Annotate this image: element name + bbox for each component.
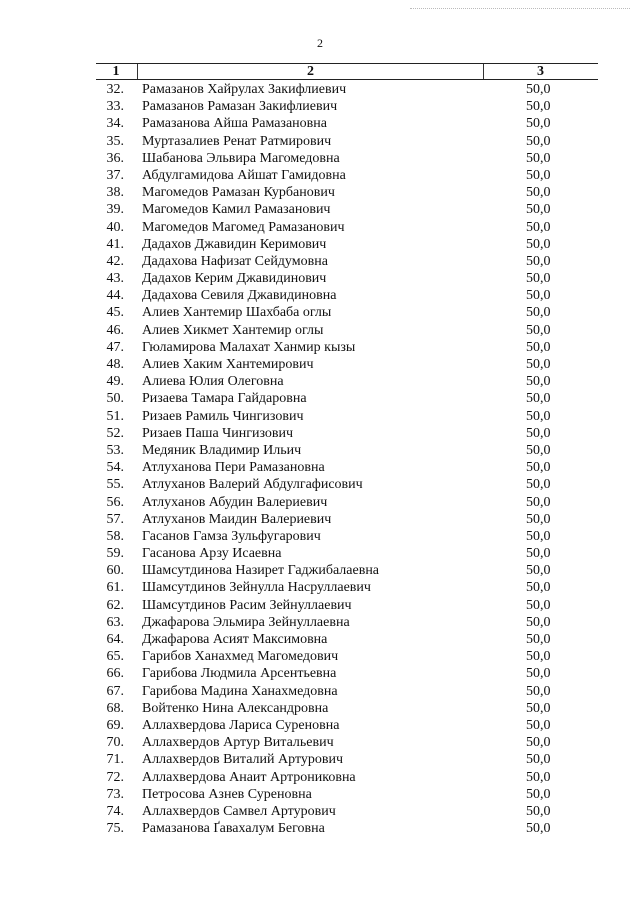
- row-value: 50,0: [526, 322, 551, 338]
- row-name: Ризаева Тамара Гайдаровна: [142, 391, 307, 407]
- table-row: [0, 665, 640, 682]
- table-row: [0, 201, 640, 218]
- row-value: 50,0: [526, 357, 551, 372]
- row-name: Атлуханов Абудин Валериевич: [142, 494, 328, 510]
- row-number: 46.: [106, 322, 124, 338]
- row-value: 50,0: [526, 614, 551, 630]
- row-number: 71.: [106, 752, 124, 768]
- row-value: 50,0: [526, 649, 551, 665]
- row-value: 50,0: [526, 528, 551, 544]
- table-row: [0, 270, 640, 287]
- table-row: [0, 786, 640, 803]
- row-name: Джафарова Эльмира Зейнуллаевна: [142, 614, 350, 630]
- row-number: 65.: [106, 649, 124, 665]
- table-row: [0, 459, 640, 476]
- row-value: 50,0: [526, 546, 551, 562]
- table-row: [0, 494, 640, 511]
- row-name: Шабанова Эльвира Магомедовна: [142, 150, 340, 166]
- table-row: [0, 476, 640, 493]
- row-value: 50,0: [526, 666, 551, 682]
- row-value: 50,0: [526, 82, 551, 97]
- row-number: 63.: [106, 614, 124, 630]
- table-row: [0, 81, 640, 98]
- table-row: [0, 390, 640, 407]
- table-row: [0, 287, 640, 304]
- row-name: Дадахов Джавидин Керимович: [142, 236, 327, 252]
- table-row: [0, 769, 640, 786]
- row-number: 52.: [106, 425, 124, 441]
- table-row: [0, 167, 640, 184]
- table-row: [0, 98, 640, 115]
- table-row: [0, 425, 640, 442]
- row-name: Алиев Хаким Хантемирович: [142, 357, 314, 372]
- table-row: [0, 734, 640, 751]
- row-value: 50,0: [526, 803, 551, 819]
- row-number: 59.: [106, 546, 124, 562]
- row-value: 50,0: [526, 683, 551, 699]
- table-row: [0, 236, 640, 253]
- row-name: Петросова Азнев Суреновна: [142, 786, 312, 802]
- row-name: Алиев Хикмет Хантемир оглы: [142, 322, 324, 338]
- row-value: 50,0: [526, 133, 551, 149]
- row-name: Ризаев Рамиль Чингизович: [142, 408, 304, 424]
- row-number: 75.: [106, 821, 124, 837]
- row-number: 42.: [106, 253, 124, 269]
- row-value: 50,0: [526, 167, 551, 183]
- row-value: 50,0: [526, 460, 551, 476]
- row-number: 45.: [106, 305, 124, 321]
- row-value: 50,0: [526, 99, 551, 115]
- row-value: 50,0: [526, 202, 551, 218]
- row-value: 50,0: [526, 700, 551, 716]
- table-row: [0, 304, 640, 321]
- row-name: Джафарова Асият Максимовна: [142, 632, 328, 647]
- row-value: 50,0: [526, 408, 551, 424]
- row-name: Гасанова Арзу Исаевна: [142, 546, 282, 562]
- row-name: Гарибов Ханахмед Магомедович: [142, 649, 339, 665]
- row-name: Магомедов Камил Рамазанович: [142, 202, 331, 218]
- row-number: 43.: [106, 271, 124, 287]
- row-name: Дадахова Севиля Джавидиновна: [142, 288, 337, 304]
- row-value: 50,0: [526, 425, 551, 441]
- header-col-2: 2: [137, 64, 484, 79]
- row-name: Атлуханов Валерий Абдулгафисович: [142, 477, 363, 493]
- row-value: 50,0: [526, 769, 551, 785]
- row-name: Медяник Владимир Ильич: [142, 442, 302, 458]
- row-name: Аллахвердов Виталий Артурович: [142, 752, 344, 768]
- row-number: 49.: [106, 374, 124, 390]
- row-value: 50,0: [526, 150, 551, 166]
- row-number: 40.: [106, 219, 124, 235]
- row-name: Рамазанова Айша Рамазановна: [142, 116, 327, 132]
- row-name: Рамазанов Хайрулах Закифлиевич: [142, 82, 347, 97]
- row-number: 69.: [106, 717, 124, 733]
- row-number: 33.: [106, 99, 124, 115]
- row-number: 39.: [106, 202, 124, 218]
- row-number: 68.: [106, 700, 124, 716]
- table-row: [0, 820, 640, 837]
- table-row: [0, 373, 640, 390]
- row-number: 48.: [106, 357, 124, 372]
- row-number: 51.: [106, 408, 124, 424]
- table-body: [0, 81, 640, 837]
- row-name: Алиева Юлия Олеговна: [142, 374, 284, 390]
- table-row: [0, 597, 640, 614]
- row-number: 57.: [106, 511, 124, 527]
- row-name: Атлуханова Пери Рамазановна: [142, 460, 325, 476]
- row-name: Аллахвердова Анаит Артрониковна: [142, 769, 356, 785]
- row-name: Дадахов Керим Джавидинович: [142, 271, 327, 287]
- row-value: 50,0: [526, 219, 551, 235]
- row-number: 35.: [106, 133, 124, 149]
- row-name: Гасанов Гамза Зульфугарович: [142, 528, 321, 544]
- row-name: Гарибова Мадина Ханахмедовна: [142, 683, 338, 699]
- row-value: 50,0: [526, 288, 551, 304]
- row-number: 44.: [106, 288, 124, 304]
- row-name: Муртазалиев Ренат Ратмирович: [142, 133, 332, 149]
- row-number: 36.: [106, 150, 124, 166]
- row-number: 38.: [106, 185, 124, 201]
- row-number: 73.: [106, 786, 124, 802]
- table-row: [0, 528, 640, 545]
- row-name: Рамазанов Рамазан Закифлиевич: [142, 99, 338, 115]
- table-row: [0, 700, 640, 717]
- row-number: 41.: [106, 236, 124, 252]
- row-name: Аллахвердова Лариса Суреновна: [142, 717, 340, 733]
- header-col-3: 3: [537, 64, 544, 79]
- row-name: Шамсутдинов Зейнулла Насруллаевич: [142, 580, 371, 596]
- row-value: 50,0: [526, 253, 551, 269]
- table-row: [0, 511, 640, 528]
- row-number: 34.: [106, 116, 124, 132]
- row-name: Гарибова Людмила Арсентьевна: [142, 666, 337, 682]
- row-value: 50,0: [526, 374, 551, 390]
- table-row: [0, 545, 640, 562]
- row-value: 50,0: [526, 752, 551, 768]
- row-value: 50,0: [526, 236, 551, 252]
- row-value: 50,0: [526, 821, 551, 837]
- table-row: [0, 408, 640, 425]
- table-row: [0, 219, 640, 236]
- row-value: 50,0: [526, 563, 551, 579]
- table-row: [0, 579, 640, 596]
- row-number: 64.: [106, 632, 124, 647]
- row-name: Дадахова Нафизат Сейдумовна: [142, 253, 328, 269]
- row-number: 74.: [106, 803, 124, 819]
- row-name: Рамазанова Ґавахалум Беговна: [142, 821, 325, 837]
- row-value: 50,0: [526, 271, 551, 287]
- table-row: [0, 133, 640, 150]
- table-header: [96, 63, 598, 80]
- row-number: 55.: [106, 477, 124, 493]
- row-number: 66.: [106, 666, 124, 682]
- row-number: 70.: [106, 735, 124, 751]
- row-number: 67.: [106, 683, 124, 699]
- row-name: Войтенко Нина Александровна: [142, 700, 329, 716]
- row-value: 50,0: [526, 597, 551, 613]
- row-name: Магомедов Магомед Рамазанович: [142, 219, 345, 235]
- table-row: [0, 562, 640, 579]
- row-number: 61.: [106, 580, 124, 596]
- table-row: [0, 184, 640, 201]
- table-row: [0, 631, 640, 648]
- table-row: [0, 150, 640, 167]
- row-number: 56.: [106, 494, 124, 510]
- row-value: 50,0: [526, 391, 551, 407]
- row-value: 50,0: [526, 477, 551, 493]
- row-name: Гюламирова Малахат Ханмир кызы: [142, 339, 356, 355]
- row-number: 32.: [106, 82, 124, 97]
- table-row: [0, 803, 640, 820]
- row-value: 50,0: [526, 339, 551, 355]
- row-name: Шамсутдинова Назирет Гаджибалаевна: [142, 563, 380, 579]
- table-row: [0, 717, 640, 734]
- row-value: 50,0: [526, 116, 551, 132]
- row-number: 62.: [106, 597, 124, 613]
- row-value: 50,0: [526, 185, 551, 201]
- table-row: [0, 253, 640, 270]
- table-row: [0, 322, 640, 339]
- row-value: 50,0: [526, 580, 551, 596]
- table-row: [0, 648, 640, 665]
- table-row: [0, 339, 640, 356]
- row-value: 50,0: [526, 511, 551, 527]
- row-number: 53.: [106, 442, 124, 458]
- row-name: Магомедов Рамазан Курбанович: [142, 185, 335, 201]
- row-number: 72.: [106, 769, 124, 785]
- table-row: [0, 751, 640, 768]
- row-value: 50,0: [526, 717, 551, 733]
- table-row: [0, 683, 640, 700]
- row-name: Аллахвердов Артур Витальевич: [142, 735, 334, 751]
- row-name: Алиев Хантемир Шахбаба оглы: [142, 305, 332, 321]
- row-number: 37.: [106, 167, 124, 183]
- row-number: 54.: [106, 460, 124, 476]
- row-name: Абдулгамидова Айшат Гамидовна: [142, 167, 346, 183]
- table-row: [0, 356, 640, 373]
- row-value: 50,0: [526, 735, 551, 751]
- row-number: 50.: [106, 391, 124, 407]
- row-value: 50,0: [526, 442, 551, 458]
- row-value: 50,0: [526, 786, 551, 802]
- header-col-1: 1: [112, 64, 120, 79]
- table-row: [0, 115, 640, 132]
- row-name: Шамсутдинов Расим Зейнуллаевич: [142, 597, 352, 613]
- row-name: Аллахвердов Самвел Артурович: [142, 803, 336, 819]
- scan-artifact: [410, 8, 630, 11]
- row-number: 58.: [106, 528, 124, 544]
- row-value: 50,0: [526, 305, 551, 321]
- row-number: 60.: [106, 563, 124, 579]
- row-value: 50,0: [526, 494, 551, 510]
- table-row: [0, 442, 640, 459]
- row-name: Атлуханов Маидин Валериевич: [142, 511, 332, 527]
- page-number: 2: [317, 36, 323, 50]
- row-value: 50,0: [526, 632, 551, 647]
- table-row: [0, 614, 640, 631]
- row-name: Ризаев Паша Чингизович: [142, 425, 294, 441]
- row-number: 47.: [106, 339, 124, 355]
